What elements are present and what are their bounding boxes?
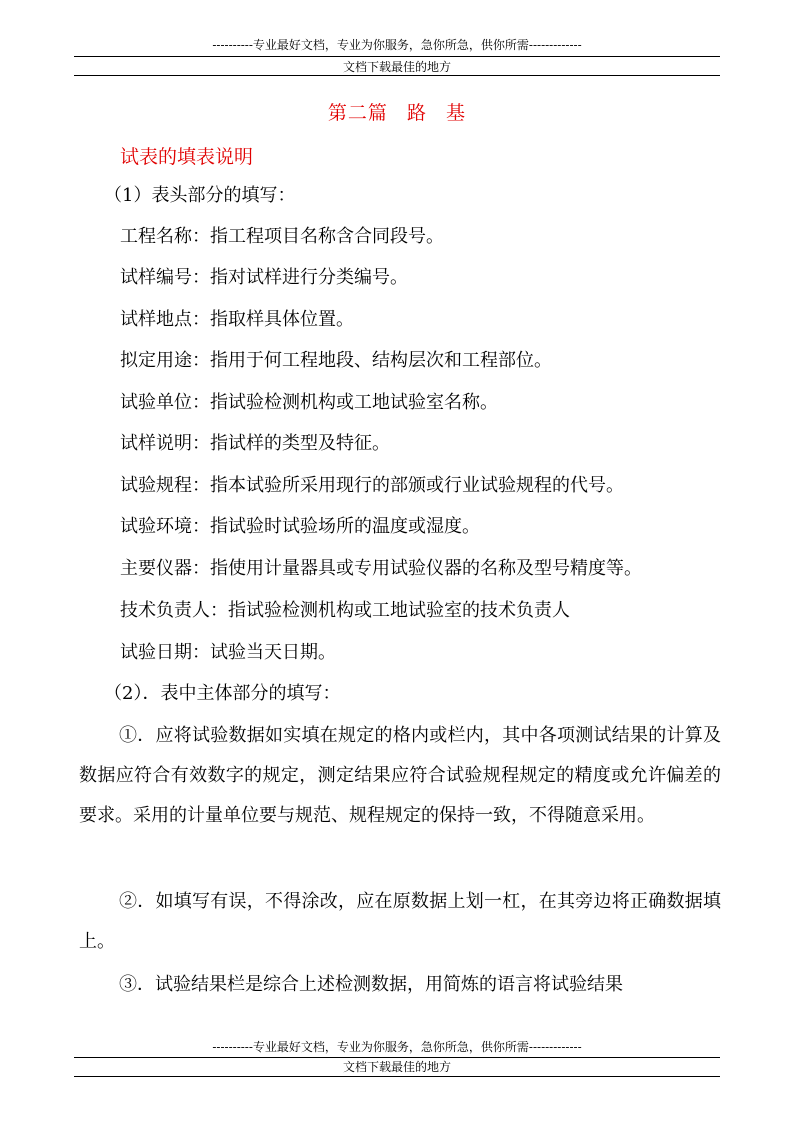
list-item: 试验单位：指试验检测机构或工地试验室名称。 <box>120 392 498 413</box>
list-item: 试验规程：指本试验所采用现行的部颁或行业试验规程的代号。 <box>120 475 624 496</box>
header-site: 文档下载最佳的地方 <box>342 60 451 74</box>
list-item: 主要仪器：指使用计量器具或专用试验仪器的名称及型号精度等。 <box>120 558 642 579</box>
title-part: 第二篇 <box>327 102 388 124</box>
list-item: 试验日期：试验当天日期。 <box>120 642 336 663</box>
list-item: 技术负责人：指试验检测机构或工地试验室的技术负责人 <box>120 600 570 621</box>
paragraph: ②．如填写有误，不得涂改，应在原数据上划一杠，在其旁边将正确数据填上。 <box>79 891 721 952</box>
header-rule-2 <box>74 75 720 76</box>
section1-heading: （1）表头部分的填写： <box>104 185 296 206</box>
subtitle: 试表的填表说明 <box>120 146 254 168</box>
paragraph: ③．试验结果栏是综合上述检测数据，用简炼的语言将试验结果 <box>119 974 623 995</box>
list-item: 试样编号：指对试样进行分类编号。 <box>120 267 408 288</box>
list-item: 拟定用途：指用于何工程地段、结构层次和工程部位。 <box>120 350 552 371</box>
title-word-2: 基 <box>446 102 467 124</box>
footer-rule-2 <box>74 1076 720 1077</box>
list-item: 试样地点：指取样具体位置。 <box>120 309 354 330</box>
paragraph: ①．应将试验数据如实填在规定的格内或栏内，其中各项测试结果的计算及数据应符合有效数字的规定，测定结果应符合试验规程规定的精度或允许偏差的要求。采用的计量单位要与规范、规程规定的保持一致，不得随意采用。 <box>79 725 721 826</box>
page-title <box>0 98 794 128</box>
list-item: 工程名称：指工程项目名称含合同段号。 <box>120 226 444 247</box>
title-word-1: 路 <box>406 102 427 124</box>
list-item: 试验环境：指试验时试验场所的温度或湿度。 <box>120 516 480 537</box>
footer-site: 文档下载最佳的地方 <box>342 1060 451 1074</box>
header-rule <box>74 56 720 57</box>
header-tagline: ----------专业最好文档，专业为你服务，急你所急，供你所需------------- <box>212 38 582 52</box>
section2-heading: （2）．表中主体部分的填写： <box>104 683 341 704</box>
footer-tagline: ----------专业最好文档，专业为你服务，急你所急，供你所需------------- <box>212 1040 582 1054</box>
list-item: 试样说明：指试样的类型及特征。 <box>120 433 390 454</box>
footer-rule <box>74 1057 720 1058</box>
